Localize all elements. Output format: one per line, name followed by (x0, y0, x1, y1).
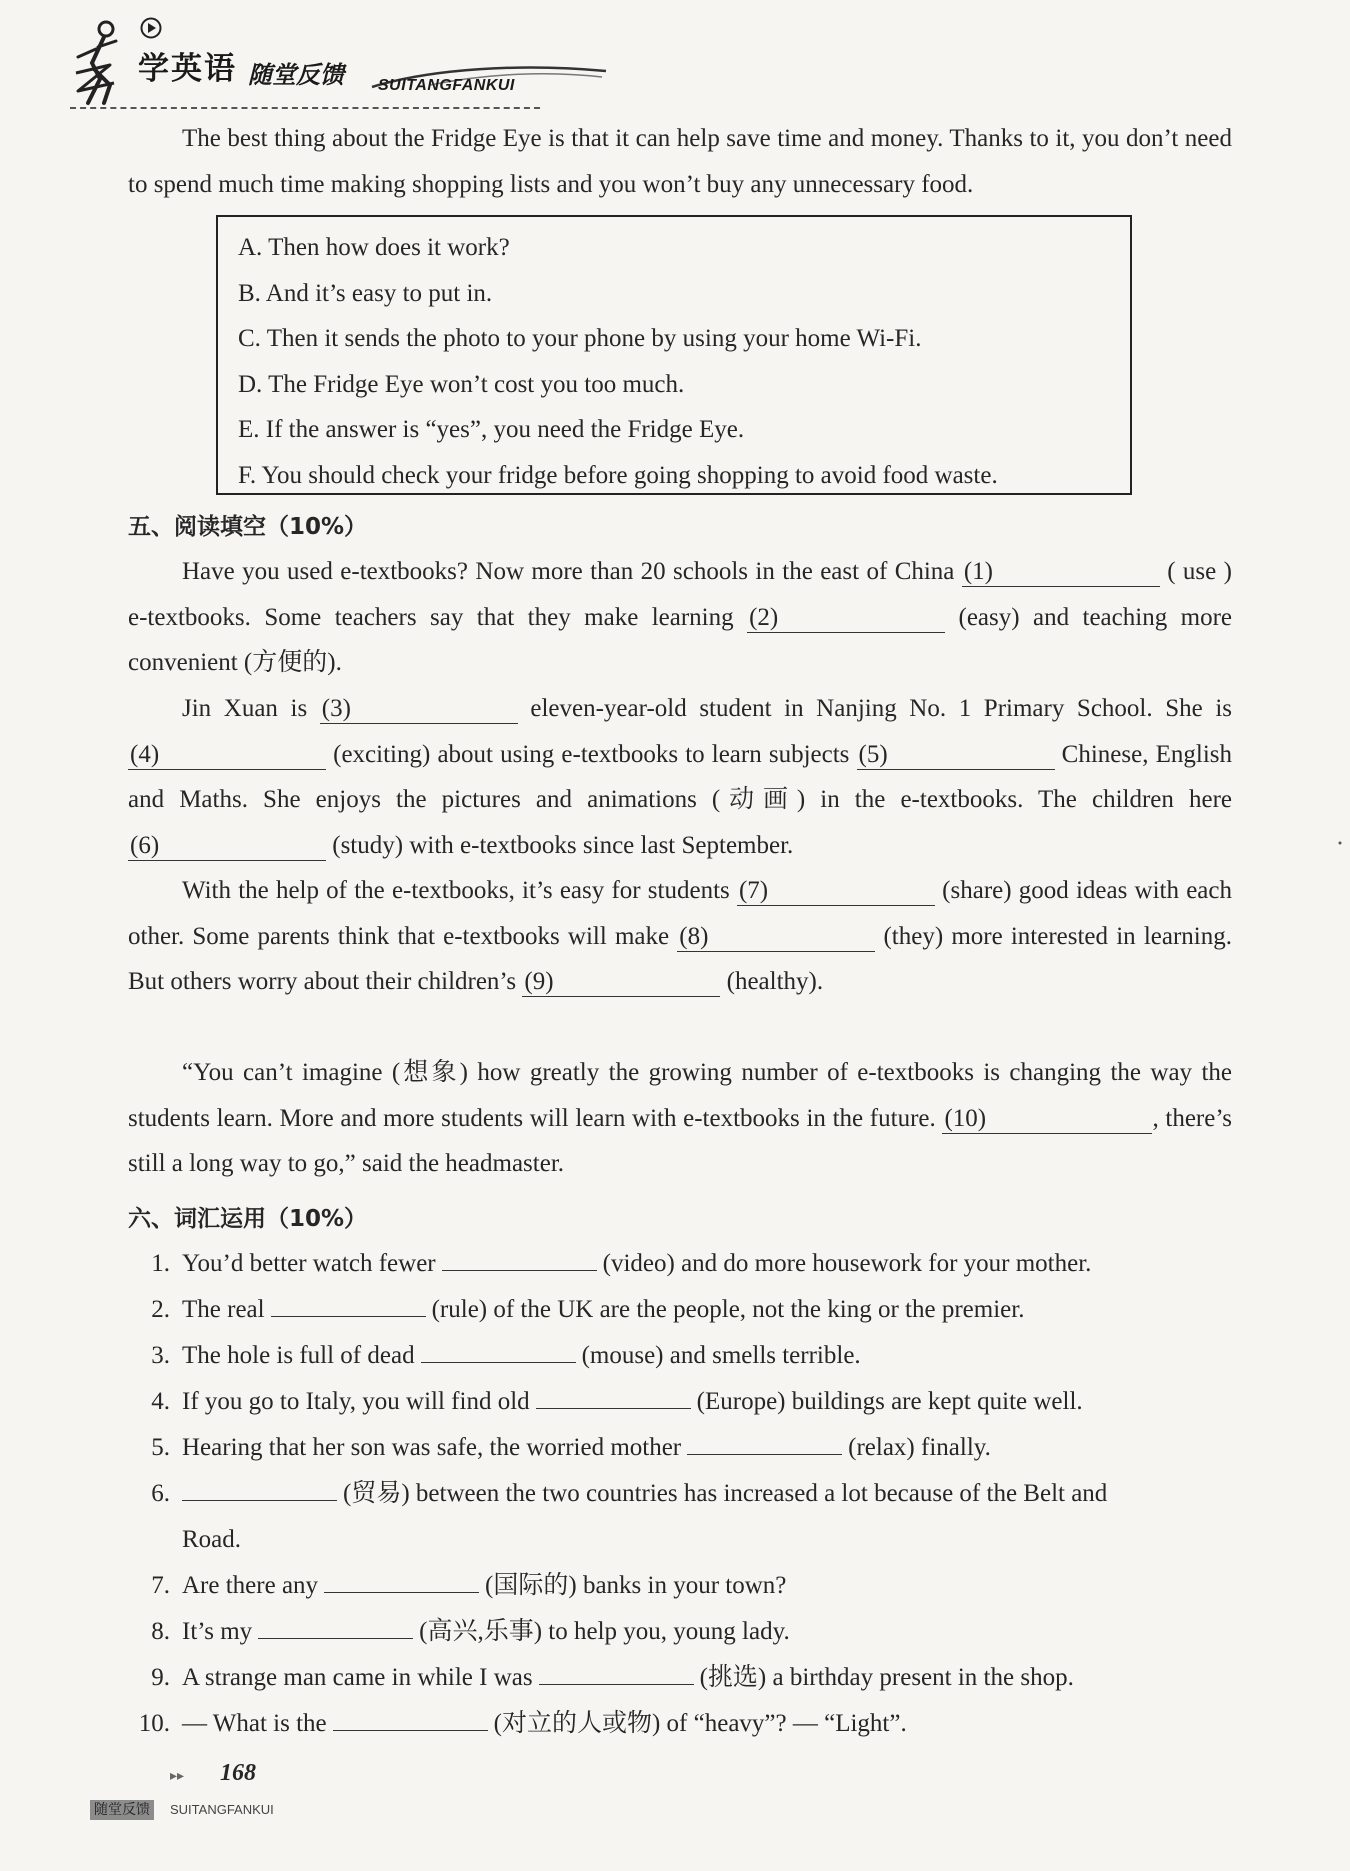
intro-paragraph: The best thing about the Fridge Eye is that it can help save time and money. Thanks to it, you don’t need to spend much time making shopping lists and you won’t buy any unnecessary food. (128, 125, 1232, 198)
item-text: You’d better watch fewer (182, 1250, 436, 1277)
text-run: Have you used e-textbooks? Now more than 20 schools in the east of China (182, 558, 962, 585)
blank-number: (9) (524, 968, 554, 995)
cloze-paragraph-3 (128, 868, 1232, 1005)
cloze-paragraph-4 (128, 1050, 1232, 1187)
header-pinyin: SUITANGFANKUI (378, 77, 515, 94)
option-f: F. You should check your fridge before going shopping to avoid food waste. (238, 461, 998, 489)
item-text: Hearing that her son was safe, the worried mother (182, 1434, 682, 1461)
option-d: D. The Fridge Eye won’t cost you too much. (238, 370, 685, 398)
option-e: E. If the answer is “yes”, you need the Fridge Eye. (238, 416, 745, 443)
answer-blank[interactable] (536, 1380, 691, 1409)
option-a: A. Then how does it work? (238, 234, 510, 261)
blank-7[interactable] (737, 877, 935, 906)
vocab-item-6 (130, 1471, 1234, 1562)
text-run: Jin Xuan is (182, 695, 320, 722)
item-text: (高兴,乐事) to help you, young lady. (419, 1618, 790, 1645)
answer-blank[interactable] (258, 1610, 413, 1639)
item-number: 1. (151, 1250, 170, 1277)
vocab-item-8 (130, 1609, 1234, 1655)
vocab-item-7 (130, 1563, 1234, 1609)
vocab-item-9 (130, 1655, 1234, 1701)
play-icon (140, 17, 162, 39)
item-text: (国际的) banks in your town? (485, 1572, 787, 1599)
double-arrow-icon: ▸▸ (170, 1768, 185, 1784)
text-run: (exciting) about using e-textbooks to learn subjects (326, 740, 857, 768)
item-continuation: Road. (182, 1525, 242, 1553)
answer-blank[interactable] (539, 1656, 694, 1685)
cloze-paragraph-2 (128, 686, 1232, 868)
footer-tag: 随堂反馈 (90, 1800, 154, 1820)
text-run: (study) with e-textbooks since last September. (326, 831, 794, 859)
option-c: C. Then it sends the photo to your phone by using your home Wi-Fi. (238, 325, 922, 352)
footer-pinyin: SUITANGFANKUI (170, 1802, 274, 1817)
blank-number: (3) (321, 695, 351, 722)
answer-blank[interactable] (324, 1564, 479, 1593)
blank-3[interactable] (320, 695, 518, 724)
options-box (216, 215, 1132, 495)
item-text: — What is the (182, 1710, 327, 1737)
item-number: 9. (151, 1664, 170, 1691)
blank-number: (8) (679, 922, 709, 950)
cloze-paragraph-1 (128, 549, 1232, 686)
vocab-item-4 (130, 1379, 1234, 1425)
item-text: The hole is full of dead (182, 1342, 415, 1369)
section-title: 五、阅读填空（10%） (128, 514, 368, 540)
vocab-item-5 (130, 1425, 1234, 1471)
text-run: eleven-year-old student in Nanjing No. 1 Primary School. She is (517, 695, 1232, 722)
item-number: 2. (151, 1296, 170, 1323)
text-run: Chinese, English and Maths. She enjoys the pictures and animations (动画) in the e-textbooks. The children here (128, 740, 1232, 813)
item-text: (挑选) a birthday present in the shop. (699, 1664, 1074, 1691)
blank-9[interactable] (522, 968, 720, 997)
item-text: It’s my (182, 1618, 253, 1645)
item-text: (贸易) between the two countries has increased a lot because of the Belt and (343, 1480, 1108, 1507)
item-text: Are there any (182, 1572, 319, 1599)
margin-mark (1337, 840, 1343, 846)
blank-number: (4) (130, 740, 160, 768)
blank-1[interactable] (962, 558, 1160, 587)
answer-blank[interactable] (333, 1702, 488, 1731)
blank-number: (2) (749, 603, 779, 631)
header-divider (70, 107, 540, 109)
item-number: 7. (151, 1572, 170, 1599)
item-text: (rule) of the UK are the people, not the king or the premier. (431, 1296, 1025, 1323)
answer-blank[interactable] (182, 1472, 337, 1501)
text-run: (share) good ideas with each other. Some parents think that e-textbooks will make (128, 877, 1232, 950)
answer-blank[interactable] (442, 1242, 597, 1271)
item-text: (Europe) buildings are kept quite well. (696, 1388, 1083, 1415)
answer-blank[interactable] (687, 1426, 842, 1455)
item-text: A strange man came in while I was (182, 1664, 533, 1691)
item-text: The real (182, 1296, 265, 1323)
item-number: 5. (151, 1434, 170, 1461)
blank-number: (10) (944, 1104, 987, 1132)
item-number: 6. (151, 1480, 170, 1507)
item-number: 10. (138, 1710, 170, 1737)
item-text: (video) and do more housework for your mother. (602, 1250, 1092, 1277)
text-run: “You can’t imagine (想象) how greatly the growing number of e-textbooks is changing the way the students learn. More and more students will learn with e-textbooks in the future. (128, 1059, 1232, 1132)
item-text: If you go to Italy, you will find old (182, 1388, 530, 1415)
blank-2[interactable] (747, 604, 945, 633)
vocab-item-3 (130, 1333, 1234, 1379)
text-run: (easy) and teaching more convenient (方便的). (128, 603, 1232, 676)
runner-logo-icon (70, 19, 140, 107)
page-number: 168 (220, 1760, 256, 1786)
header-title: 学英语 (138, 51, 237, 87)
text-run: (they) more interested in learning. But others worry about their children’s (128, 922, 1232, 995)
blank-8[interactable] (677, 923, 875, 952)
page-footer (90, 1752, 340, 1818)
text-run: , there’s still a long way to go,” said the headmaster. (128, 1104, 1233, 1177)
answer-blank[interactable] (271, 1288, 426, 1317)
item-text: (relax) finally. (848, 1434, 991, 1461)
text-run: With the help of the e-textbooks, it’s easy for students (182, 877, 737, 904)
text-run: ( use ) e-textbooks. Some teachers say that they make learning (128, 558, 1232, 631)
vocab-item-2 (130, 1287, 1234, 1333)
item-number: 4. (151, 1388, 170, 1415)
blank-5[interactable] (857, 741, 1055, 770)
blank-number: (5) (858, 740, 888, 768)
item-number: 3. (151, 1342, 170, 1369)
blank-10[interactable] (942, 1105, 1152, 1134)
item-text: (mouse) and smells terrible. (581, 1342, 861, 1369)
section-title: 六、词汇运用（10%） (128, 1206, 368, 1232)
option-b: B. And it’s easy to put in. (238, 279, 493, 307)
item-number: 8. (151, 1618, 170, 1645)
blank-number: (6) (130, 831, 160, 859)
item-text: (对立的人或物) of “heavy”? — “Light”. (493, 1710, 907, 1737)
blank-number: (1) (963, 558, 993, 585)
page-header (70, 15, 550, 110)
header-subtitle: 随堂反馈 (248, 61, 344, 89)
answer-blank[interactable] (421, 1334, 576, 1363)
text-run: (healthy). (720, 968, 824, 995)
blank-number: (7) (738, 877, 769, 904)
vocab-item-10 (130, 1701, 1234, 1747)
blank-6[interactable] (128, 832, 326, 861)
vocab-item-1 (130, 1241, 1234, 1287)
blank-4[interactable] (128, 741, 326, 770)
